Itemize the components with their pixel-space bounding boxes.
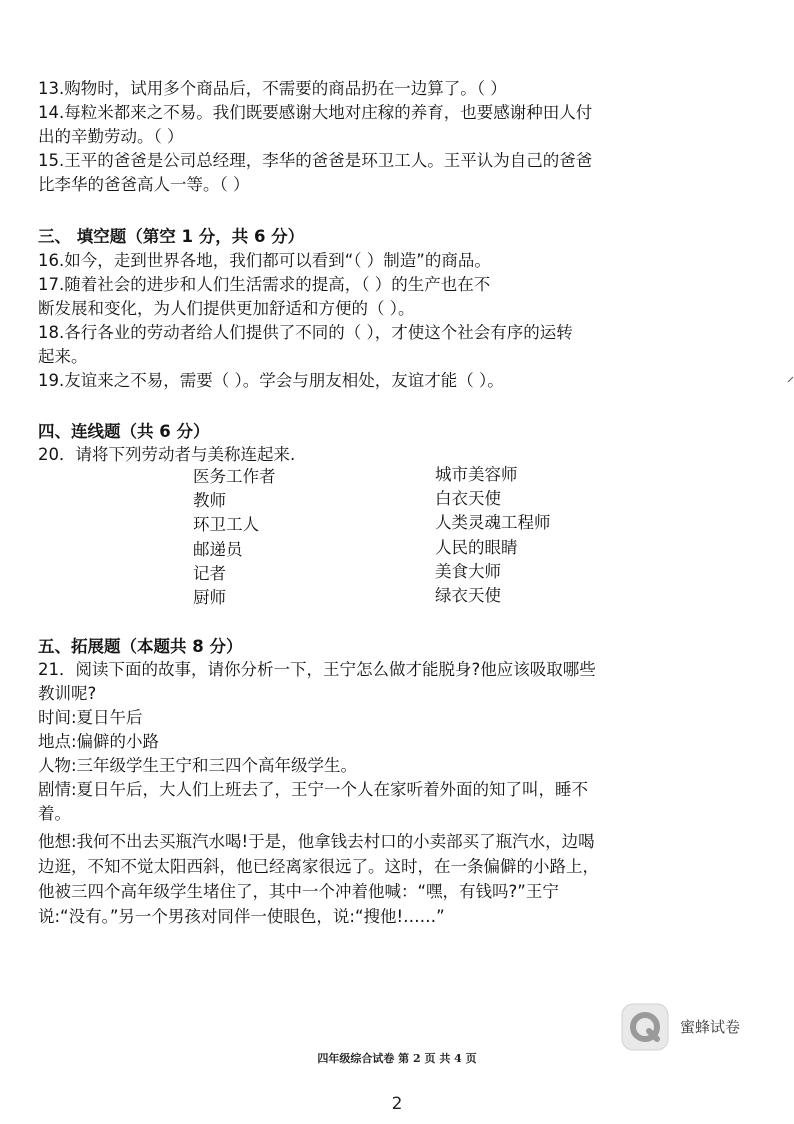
worker-item: 邮递员 — [193, 539, 243, 559]
text-line: 他想:我何不出去买瓶汽水喝!于是，他拿钱去村口的小卖部买了瓶汽水，边喝 — [38, 832, 595, 851]
text-line: 着。 — [38, 804, 71, 823]
text-line: 13.购物时，试用多个商品后，不需要的商品扔在一边算了。（ ） — [38, 79, 507, 98]
worker-item: 记者 — [193, 563, 226, 583]
worker-item: 厨师 — [193, 587, 226, 607]
title-item: 城市美容师 — [435, 465, 518, 484]
text-line: 21．阅读下面的故事，请你分析一下，王宁怎么做才能脱身?他应该吸取哪些 — [38, 660, 596, 679]
title-item: 人民的眼睛 — [435, 537, 518, 557]
text-line: 17.随着社会的进步和人们生活需求的提高，（ ）的生产也在不 — [38, 275, 491, 294]
text-line: 起来。 — [38, 347, 88, 366]
text-line: 人物:三年级学生王宁和三四个高年级学生。 — [38, 756, 358, 775]
worker-item: 环卫工人 — [193, 515, 259, 535]
text-line: 出的辛勤劳动。（ ） — [38, 127, 184, 146]
section-heading: 四、连线题（共 6 分） — [38, 422, 210, 441]
text-line: 比李华的爸爸高人一等。（ ） — [38, 175, 250, 194]
text-line: 说:“没有。”另一个男孩对同伴一使眼色，说:“搜他!……” — [38, 907, 445, 926]
section-heading: 五、拓展题（本题共 8 分） — [38, 637, 243, 656]
text-line: 剧情:夏日午后，大人们上班去了，王宁一个人在家听着外面的知了叫，睡不 — [38, 780, 589, 799]
worker-item: 教师 — [193, 491, 226, 511]
text-line: 16.如今，走到世界各地，我们都可以看到“（ ）制造”的商品。 — [38, 251, 491, 270]
worker-item: 医务工作者 — [193, 467, 276, 486]
title-item: 人类灵魂工程师 — [435, 513, 551, 533]
page-number: 2 — [391, 1094, 403, 1114]
bee-exam-logo-icon — [621, 1003, 669, 1051]
text-line: 15.王平的爸爸是公司总经理，李华的爸爸是环卫工人。王平认为自己的爸爸 — [38, 151, 593, 170]
text-line: 时间:夏日午后 — [38, 708, 143, 727]
text-line: 边逛，不知不觉太阳西斜，他已经离家很远了。这时，在一条偏僻的小路上， — [38, 857, 599, 876]
title-item: 白衣天使 — [435, 489, 501, 509]
section-heading: 三、 填空题（第空 1 分，共 6 分） — [38, 227, 305, 246]
text-line: 18.各行各业的劳动者给人们提供了不同的（ ），才使这个社会有序的运转 — [38, 323, 573, 342]
text-line: 14.每粒米都来之不易。我们既要感谢大地对庄稼的养育，也要感谢种田人付 — [38, 103, 593, 122]
text-line: 断发展和变化，为人们提供更加舒适和方便的（ ）。 — [38, 299, 415, 318]
text-line: 教训呢? — [38, 684, 97, 703]
brand-label: 蜜蜂试卷 — [680, 1018, 741, 1036]
worker-list — [193, 465, 276, 610]
title-list — [435, 463, 551, 608]
text-line: 地点:偏僻的小路 — [38, 732, 160, 751]
title-item: 美食大师 — [435, 561, 501, 581]
text-line: 19.友谊来之不易，需要（ ）。学会与朋友相处，友谊才能（ ）。 — [38, 371, 504, 390]
scan-edge-mark-icon — [786, 376, 794, 386]
title-item: 绿衣天使 — [435, 585, 501, 605]
page-footer: 四年级综合试卷 第 2 页 共 4 页 — [317, 1052, 477, 1065]
text-line: 他被三四个高年级学生堵住了，其中一个冲着他喊：“嘿，有钱吗?”王宁 — [38, 882, 559, 901]
text-line: 20．请将下列劳动者与美称连起来. — [38, 445, 296, 464]
